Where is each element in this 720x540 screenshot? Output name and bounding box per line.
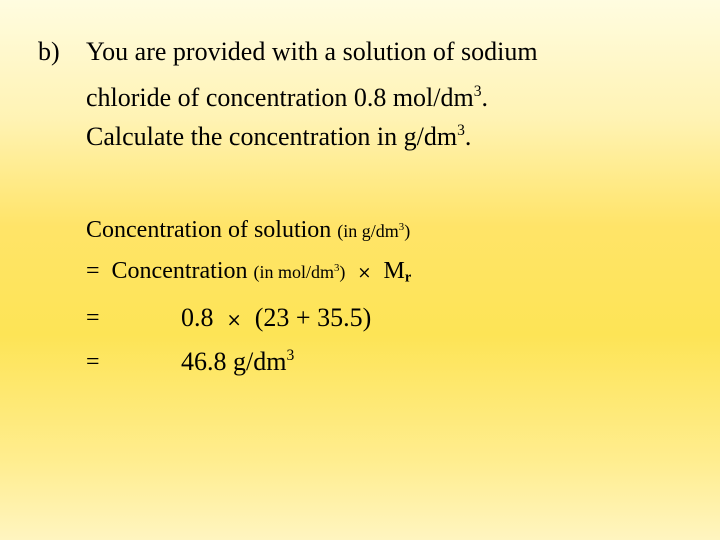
step-2-result	[181, 347, 294, 377]
question-line-2-sup: 3	[473, 82, 482, 100]
solution-line-2-unit	[254, 262, 346, 282]
question-line-3-sup: 3	[457, 121, 465, 139]
solution-line-2-sup: 3	[334, 261, 340, 274]
solution-line-2	[86, 258, 411, 285]
solution-line-2-eq: =	[86, 258, 100, 284]
step-1-equals: =	[86, 305, 100, 331]
question-line-2-end: .	[481, 83, 489, 112]
solution-line-1-unit-end: )	[404, 221, 411, 241]
question-line-3-text: Calculate the concentration in g/dm	[86, 122, 458, 151]
times-sign: ×	[357, 262, 372, 282]
solution-line-1-sup: 3	[398, 220, 405, 233]
solution-line-1-unit	[337, 221, 410, 241]
step-1-value: 0.8	[181, 303, 214, 332]
solution-line-2-unit-text: (in mol/dm	[253, 262, 335, 282]
step-1-expression	[181, 303, 371, 333]
step-2-equals: =	[86, 349, 100, 375]
step-2-result-text: 46.8 g/dm	[181, 347, 287, 376]
question-line-3	[86, 122, 471, 152]
solution-line-2-unit-end: )	[339, 262, 346, 282]
question-line-1: You are provided with a solution of sodium	[86, 37, 538, 66]
question-line-2-text: chloride of concentration 0.8 mol/dm	[86, 83, 474, 112]
step-2-result-sup: 3	[286, 346, 295, 364]
solution-line-1-text: Concentration of solution	[86, 217, 338, 243]
solution-line-2-text: Concentration	[111, 258, 254, 284]
solution-line-1	[86, 217, 410, 244]
question-line-2	[86, 83, 488, 113]
molar-mass-subscript: r	[404, 269, 412, 286]
molar-mass-symbol: M	[383, 258, 405, 284]
question-marker: b)	[38, 37, 60, 66]
question-line-3-end: .	[464, 122, 472, 151]
solution-line-1-unit-text: (in g/dm	[337, 221, 399, 241]
step-1-molar-mass: (23 + 35.5)	[254, 303, 372, 332]
step-1-times-sign: ×	[226, 310, 242, 331]
